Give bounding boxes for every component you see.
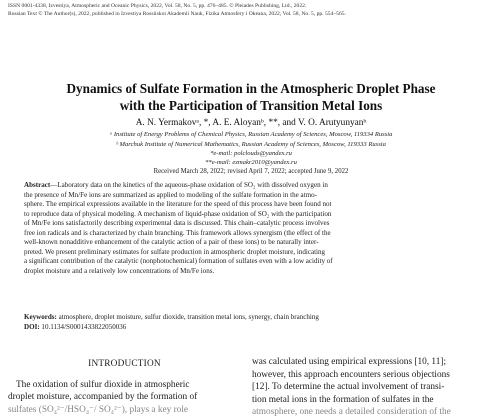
abstract-line: Abstract—Laboratory data on the kinetics of the aqueous-phase oxidation of SO₂ with dissolved oxygen in (24, 181, 328, 189)
doi-link[interactable]: 10.1134/S0001433822050036 (39, 322, 127, 331)
abstract-label: Abstract (24, 181, 51, 189)
abstract-line: sphere. The empirical expressions available in the literature for the speed of this process have been found not (24, 200, 332, 209)
affiliation-a: ᵃ Institute of Energy Problems of Chemical Physics, Russian Academy of Sciences, Moscow, 119334 Russia (109, 131, 393, 138)
abstract-line: preted. We present preliminary estimates for sulfate production in atmospheric droplet moisture, indicating (24, 247, 326, 256)
body-line: droplet moisture, accompanied by the formation of (8, 392, 198, 403)
keywords-text: atmosphere, droplet moisture, sulfur dioxide, transition metal ions, synergy, chain branching (56, 313, 319, 321)
body-line: tion metal ions in the formation of sulfates in the (252, 394, 434, 405)
email-author-2[interactable]: **e-mail: ezmakr2010@yandex.ru (205, 159, 297, 166)
affiliation-b: ᵇ Marchuk Institute of Numerical Mathematics, Russian Academy of Sciences, Moscow, 119333 Russia (116, 140, 386, 148)
russian-text-line: Russian Text © The Author(s), 2022, published in Izvestiya Rossiiskoi Akademii Nauk, Fizika Atmosfery i Okeana, 2022, Vol. 58, No. 5, pp. 554–565. (8, 10, 346, 17)
title-line-1: Dynamics of Sulfate Formation in the Atmospheric Droplet Phase (66, 81, 436, 96)
abstract-line: of Mn/Fe ions satisfactorily describing experimental data is discussed. This chain–catalytic process involves (24, 219, 330, 228)
abstract (24, 181, 479, 276)
body-line: [12]. To determine the actual involvement of transi- (252, 382, 445, 393)
keywords-block (24, 313, 479, 332)
abstract-line: well-known nonadditive enhancement of the catalytic action of a pair of these ions) to be naturally inter- (24, 238, 319, 247)
email-author-1[interactable]: *e-mail: polclouds@yandex.ru (210, 150, 292, 157)
doi-label: DOI: (24, 322, 40, 331)
journal-header (8, 3, 498, 18)
journal-citation-line: ISSN 0001-4338, Izvestiya, Atmospheric and Oceanic Physics, 2022, Vol. 58, No. 5, pp. 476–485. © Pleiades Publishing, Ltd., 2022. (8, 3, 307, 9)
body-line: however, this approach encounters serious objections (252, 369, 450, 380)
abstract-line: the presence of Mn/Fe ions are summarized as applied to modeling of the sulfate formation in the atmo- (24, 190, 317, 199)
introduction-heading: INTRODUCTION (88, 359, 161, 369)
body-left-column (8, 356, 241, 416)
keywords-line (24, 313, 479, 323)
body-line: was calculated using empirical expressions [10, 11]; (252, 357, 447, 367)
body-line: sulfates (SO₄²⁻/HSO₄⁻/ SO₄²⁻), plays a key role (8, 404, 189, 415)
keywords-label: Keywords: (24, 313, 57, 321)
body-right-column (252, 356, 492, 419)
abstract-line: a significant contribution of the catalytic (nonphotochemical) formation of sulfates even with a low acidity of (24, 257, 333, 266)
abstract-line: free ion radicals and is characterized by chain branching. This framework allows synergism (the effect of the (24, 228, 331, 237)
received-dates: Received March 28, 2022; revised April 7, 2022; accepted June 9, 2022 (153, 168, 349, 175)
body-line: atmosphere, one needs a detailed consideration of the (252, 407, 451, 418)
abstract-line: to reproduce data of physical modeling. A mechanism of liquid-phase oxidation of SO₂ with the participation (24, 209, 332, 218)
article-title (0, 80, 502, 114)
body-line: The oxidation of sulfur dioxide in atmospheric (16, 379, 190, 390)
abstract-line: droplet moisture and a relatively low concentrations of Mn/Fe ions. (24, 266, 215, 275)
title-line-2: with the Participation of Transition Metal Ions (119, 98, 383, 113)
author-list: A. N. Yermakovᵃ, *, A. E. Aloyanᵇ, **, and V. O. Arutyunyanᵇ (135, 118, 367, 128)
doi-line (24, 323, 479, 333)
